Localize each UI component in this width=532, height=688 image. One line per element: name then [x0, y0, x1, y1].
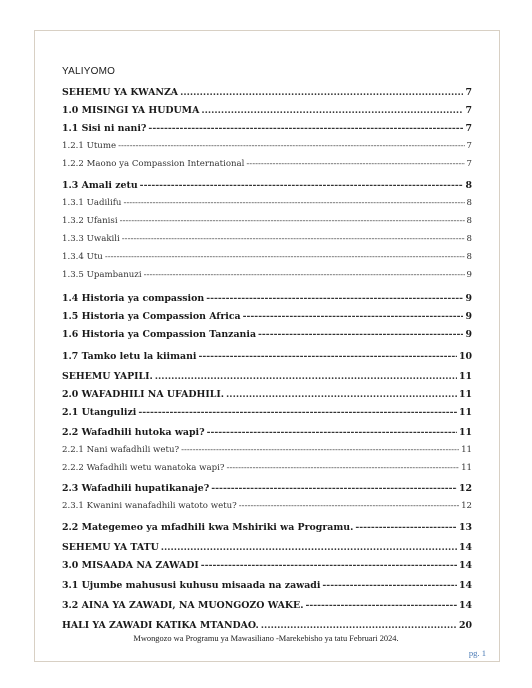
toc-entry-title: 1.1 Sisi ni nani?: [62, 123, 147, 134]
toc-entry-title: 1.3.3 Uwakili: [62, 234, 120, 244]
toc-leader: [161, 542, 457, 553]
toc-entry-title: 2.2 Mategemeo ya mfadhili kwa Mshiriki wa Programu.: [62, 522, 354, 533]
toc-entry-page: 11: [458, 427, 472, 438]
toc-entry-title: 1.7 Tamko letu la kiimani: [62, 351, 197, 362]
toc-leader: [201, 105, 463, 116]
toc-entry[interactable]: [62, 234, 472, 244]
toc-entry-page: 10: [458, 351, 472, 362]
toc-entry[interactable]: [62, 311, 472, 322]
toc-entry[interactable]: [62, 123, 472, 134]
toc-entry-page: 8: [466, 252, 472, 262]
toc-leader: [261, 620, 457, 631]
toc-entry[interactable]: [62, 522, 472, 533]
toc-entry[interactable]: [62, 542, 472, 553]
toc-entry[interactable]: [62, 620, 472, 631]
toc-entry-page: 7: [465, 105, 472, 116]
toc-entry-title: 3.0 MISAADA NA ZAWADI: [62, 560, 199, 571]
toc-leader: [258, 329, 463, 340]
toc-leader: [239, 501, 459, 511]
toc-entry-title: 2.0 WAFADHILI NA UFADHILI.: [62, 389, 225, 400]
toc-entry[interactable]: [62, 483, 472, 494]
toc-entry[interactable]: [62, 216, 472, 226]
toc-leader: [226, 389, 457, 400]
toc-entry[interactable]: [62, 445, 472, 455]
toc-entry-page: 9: [465, 311, 472, 322]
toc-entry-title: 2.2.2 Wafadhili wetu wanatoka wapi?: [62, 463, 225, 473]
toc-entry-title: 1.3 Amali zetu: [62, 180, 138, 191]
toc-entry-title: 1.2.2 Maono ya Compassion International: [62, 159, 245, 169]
toc-entry-page: 8: [466, 234, 472, 244]
toc-entry-title: 2.3 Wafadhili hupatikanaje?: [62, 483, 210, 494]
toc-leader: [181, 445, 459, 455]
toc-entry-page: 11: [461, 463, 472, 473]
toc-leader: [305, 600, 456, 611]
toc-entry-page: 14: [458, 580, 472, 591]
toc-entry-page: 11: [458, 407, 472, 418]
toc-entry[interactable]: [62, 293, 472, 304]
toc-entry-page: 9: [465, 293, 472, 304]
toc-entry-page: 8: [466, 216, 472, 226]
toc-leader: [246, 159, 464, 169]
toc-entry[interactable]: [62, 351, 472, 362]
toc-entry-title: 3.1 Ujumbe mahususi kuhusu misaada na zawadi: [62, 580, 321, 591]
toc-entry-title: 2.3.1 Kwanini wanafadhili watoto wetu?: [62, 501, 237, 511]
toc-entry-title: SEHEMU YAPILI.: [62, 371, 153, 382]
toc-entry[interactable]: [62, 580, 472, 591]
toc-leader: [206, 293, 463, 304]
toc-leader: [226, 463, 459, 473]
toc-entry-title: 3.2 AINA YA ZAWADI, NA MUONGOZO WAKE.: [62, 600, 304, 611]
toc-leader: [355, 522, 457, 533]
toc-entry[interactable]: [62, 87, 472, 98]
toc-entry-page: 7: [466, 141, 472, 151]
toc-entry-page: 11: [461, 445, 472, 455]
toc-entry-page: 14: [458, 560, 472, 571]
toc-entry-title: SEHEMU YA KWANZA: [62, 87, 179, 98]
toc-entry-page: 9: [466, 270, 472, 280]
toc-entry[interactable]: [62, 501, 472, 511]
toc-entry-page: 11: [458, 371, 472, 382]
toc-leader: [138, 407, 457, 418]
toc-entry[interactable]: [62, 600, 472, 611]
toc-entry-title: 1.6 Historia ya Compassion Tanzania: [62, 329, 257, 340]
toc-entry-title: 1.4 Historia ya compassion: [62, 293, 205, 304]
toc-entry-title: 1.3.2 Ufanisi: [62, 216, 118, 226]
toc-entry-title: 1.5 Historia ya Compassion Africa: [62, 311, 241, 322]
toc-leader: [105, 252, 465, 262]
toc-entry-title: 2.2 Wafadhili hutoka wapi?: [62, 427, 205, 438]
toc-leader: [123, 198, 464, 208]
toc-entry[interactable]: [62, 371, 472, 382]
toc-leader: [322, 580, 457, 591]
toc-entry-page: 11: [458, 389, 472, 400]
toc-entry[interactable]: [62, 141, 472, 151]
toc-leader: [243, 311, 464, 322]
toc-leader: [148, 123, 463, 134]
toc-leader: [199, 351, 457, 362]
toc-entry-page: 14: [458, 600, 472, 611]
toc-leader: [211, 483, 457, 494]
toc-entry[interactable]: [62, 427, 472, 438]
toc-leader: [144, 270, 465, 280]
toc-entry[interactable]: [62, 329, 472, 340]
toc-entry-title: SEHEMU YA TATU: [62, 542, 159, 553]
toc-entry-page: 9: [465, 329, 472, 340]
toc-entry[interactable]: [62, 389, 472, 400]
toc-entry[interactable]: [62, 463, 472, 473]
toc-entry-page: 20: [458, 620, 472, 631]
toc-entry[interactable]: [62, 105, 472, 116]
toc-entry-title: 2.2.1 Nani wafadhili wetu?: [62, 445, 180, 455]
toc-entry-title: 1.0 MISINGI YA HUDUMA: [62, 105, 200, 116]
toc-leader: [155, 371, 457, 382]
toc-leader: [201, 560, 457, 571]
toc-heading: YALIYOMO: [62, 66, 116, 77]
toc-entry-title: 1.2.1 Utume: [62, 141, 117, 151]
toc-entry[interactable]: [62, 252, 472, 262]
toc-entry-page: 12: [458, 483, 472, 494]
toc-entry-page: 12: [461, 501, 472, 511]
toc-entry-title: 2.1 Utangulizi: [62, 407, 137, 418]
toc-entry[interactable]: [62, 159, 472, 169]
toc-entry[interactable]: [62, 180, 472, 191]
toc-entry-page: 7: [465, 87, 472, 98]
toc-leader: [122, 234, 465, 244]
toc-entry[interactable]: [62, 560, 472, 571]
toc-leader: [207, 427, 457, 438]
toc-leader: [118, 141, 464, 151]
toc-entry-page: 8: [466, 198, 472, 208]
page-footer: Mwongozo wa Programu ya Mawasiliano -Marekebisho ya tatu Februari 2024.: [133, 634, 399, 643]
toc-entry[interactable]: [62, 407, 472, 418]
toc-leader: [140, 180, 464, 191]
toc-entry-page: 7: [465, 123, 472, 134]
toc-entry[interactable]: [62, 198, 472, 208]
toc-entry-page: 13: [458, 522, 472, 533]
toc-entry-title: HALI YA ZAWADI KATIKA MTANDAO.: [62, 620, 259, 631]
toc-entry-page: 14: [458, 542, 472, 553]
toc-entry-page: 8: [465, 180, 472, 191]
toc-entry[interactable]: [62, 270, 472, 280]
toc-entry-title: 1.3.5 Upambanuzi: [62, 270, 142, 280]
toc-entry-title: 1.3.4 Utu: [62, 252, 103, 262]
toc-leader: [180, 87, 463, 98]
toc-entry-page: 7: [466, 159, 472, 169]
toc-leader: [120, 216, 465, 226]
page-number: pg. 1: [468, 648, 486, 658]
toc-entry-title: 1.3.1 Uadilifu: [62, 198, 122, 208]
